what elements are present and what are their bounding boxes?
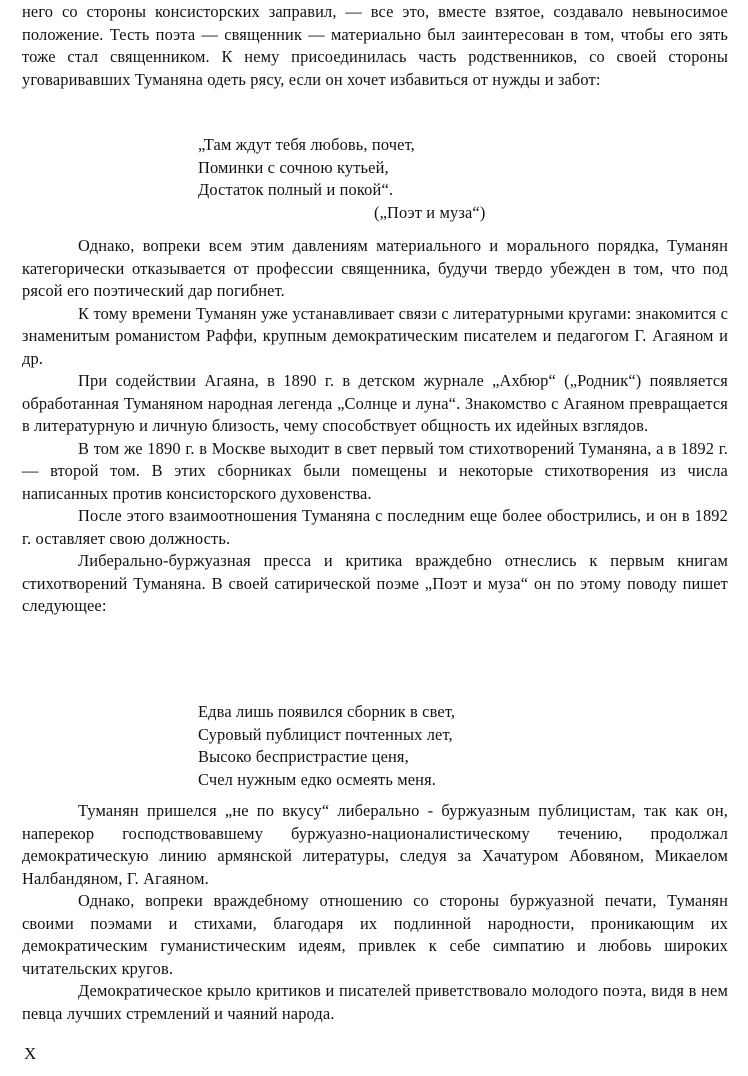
paragraph: К тому времени Туманян уже устанавливает связи с литературными кругами: знакомится с знаменитым романистом Раффи, крупным демократическим писателем и педагогом Г. Агаяном и др. (22, 303, 728, 368)
paragraph: Либерально-буржуазная пресса и критика враждебно отнеслись к первым книгам стихотворений Туманяна. В своей сатирической поэме „Поэт и муза“ он по этому поводу пишет следующее: (22, 551, 728, 615)
paragraph: Однако, вопреки всем этим давлениям материального и морального порядка, Туманян категорически отказывается от профессии священника, будучи твердо убежден в том, что под рясой его поэтический дар погибнет. (22, 236, 728, 300)
bottom-paragraphs-block (22, 800, 728, 1025)
poem-line: Едва лишь появился сборник в свет, (198, 702, 456, 721)
middle-paragraphs-block (22, 235, 728, 618)
paragraph: При содействии Агаяна, в 1890 г. в детском журнале „Ахбюр“ („Родник“) появляется обработанная Туманяном народная легенда „Солнце и луна“. Знакомство с Агаяном превращается в литературную и личную близость, чему способствует общность их идейных взглядов. (22, 371, 728, 435)
paragraph: Туманян пришелся „не по вкусу“ либерально - буржуазным публицистам, так как он, наперекор господствовавшему буржуазно-националистическому течению, продолжал демократическую линию армянской литературы, следуя за Хачатуром Абовяном, Микаелом Налбандяном, Г. Агаяном. (22, 801, 728, 888)
paragraph: После этого взаимоотношения Туманяна с последним еще более обострились, и он в 1892 г. оставляет свою должность. (22, 506, 728, 548)
poem-quote-1 (198, 134, 485, 224)
poem-line: Достаток полный и покой“. (198, 180, 394, 199)
paragraph: В том же 1890 г. в Москве выходит в свет первый том стихотворений Туманяна, а в 1892 г. — второй том. В этих сборниках были помещены и некоторые стихотворения из числа написанных против консисторского духовенства. (22, 438, 728, 503)
top-paragraph-block (22, 1, 728, 91)
paragraph: Однако, вопреки враждебному отношению со стороны буржуазной печати, Туманян своими поэмами и стихами, благодаря их подлинной народности, проникающим их демократическим гуманистическим идеям, привлек к себе симпатию и любовь широких читательских кругов. (22, 891, 728, 978)
poem-line: Поминки с сочною кутьей, (198, 157, 389, 177)
poem-line: Высоко беспристрастие ценя, (198, 747, 409, 766)
poem-line: „Там ждут тебя любовь, почет, (198, 135, 415, 154)
paragraph: него со стороны консисторских заправил, — все это, вместе взятое, создавало невыносимое положение. Тесть поэта — священник — материально был заинтересован в том, чтобы его зять тоже стал священником. К нему присоединилась часть родственников, со своей стороны уговаривавших Туманяна одеть рясу, если он хочет избавиться от нужды и забот: (22, 2, 728, 89)
poem-line: Суровый публицист почтенных лет, (198, 724, 453, 744)
paragraph: Демократическое крыло критиков и писателей приветствовало молодого поэта, видя в нем певца лучших стремлений и чаяний народа. (22, 981, 728, 1023)
poem-line: Счел нужным едко осмеять меня. (198, 769, 437, 789)
page-number: X (24, 1044, 38, 1063)
poem-quote-2 (198, 701, 455, 791)
poem-source: („Поэт и муза“) (374, 202, 486, 222)
